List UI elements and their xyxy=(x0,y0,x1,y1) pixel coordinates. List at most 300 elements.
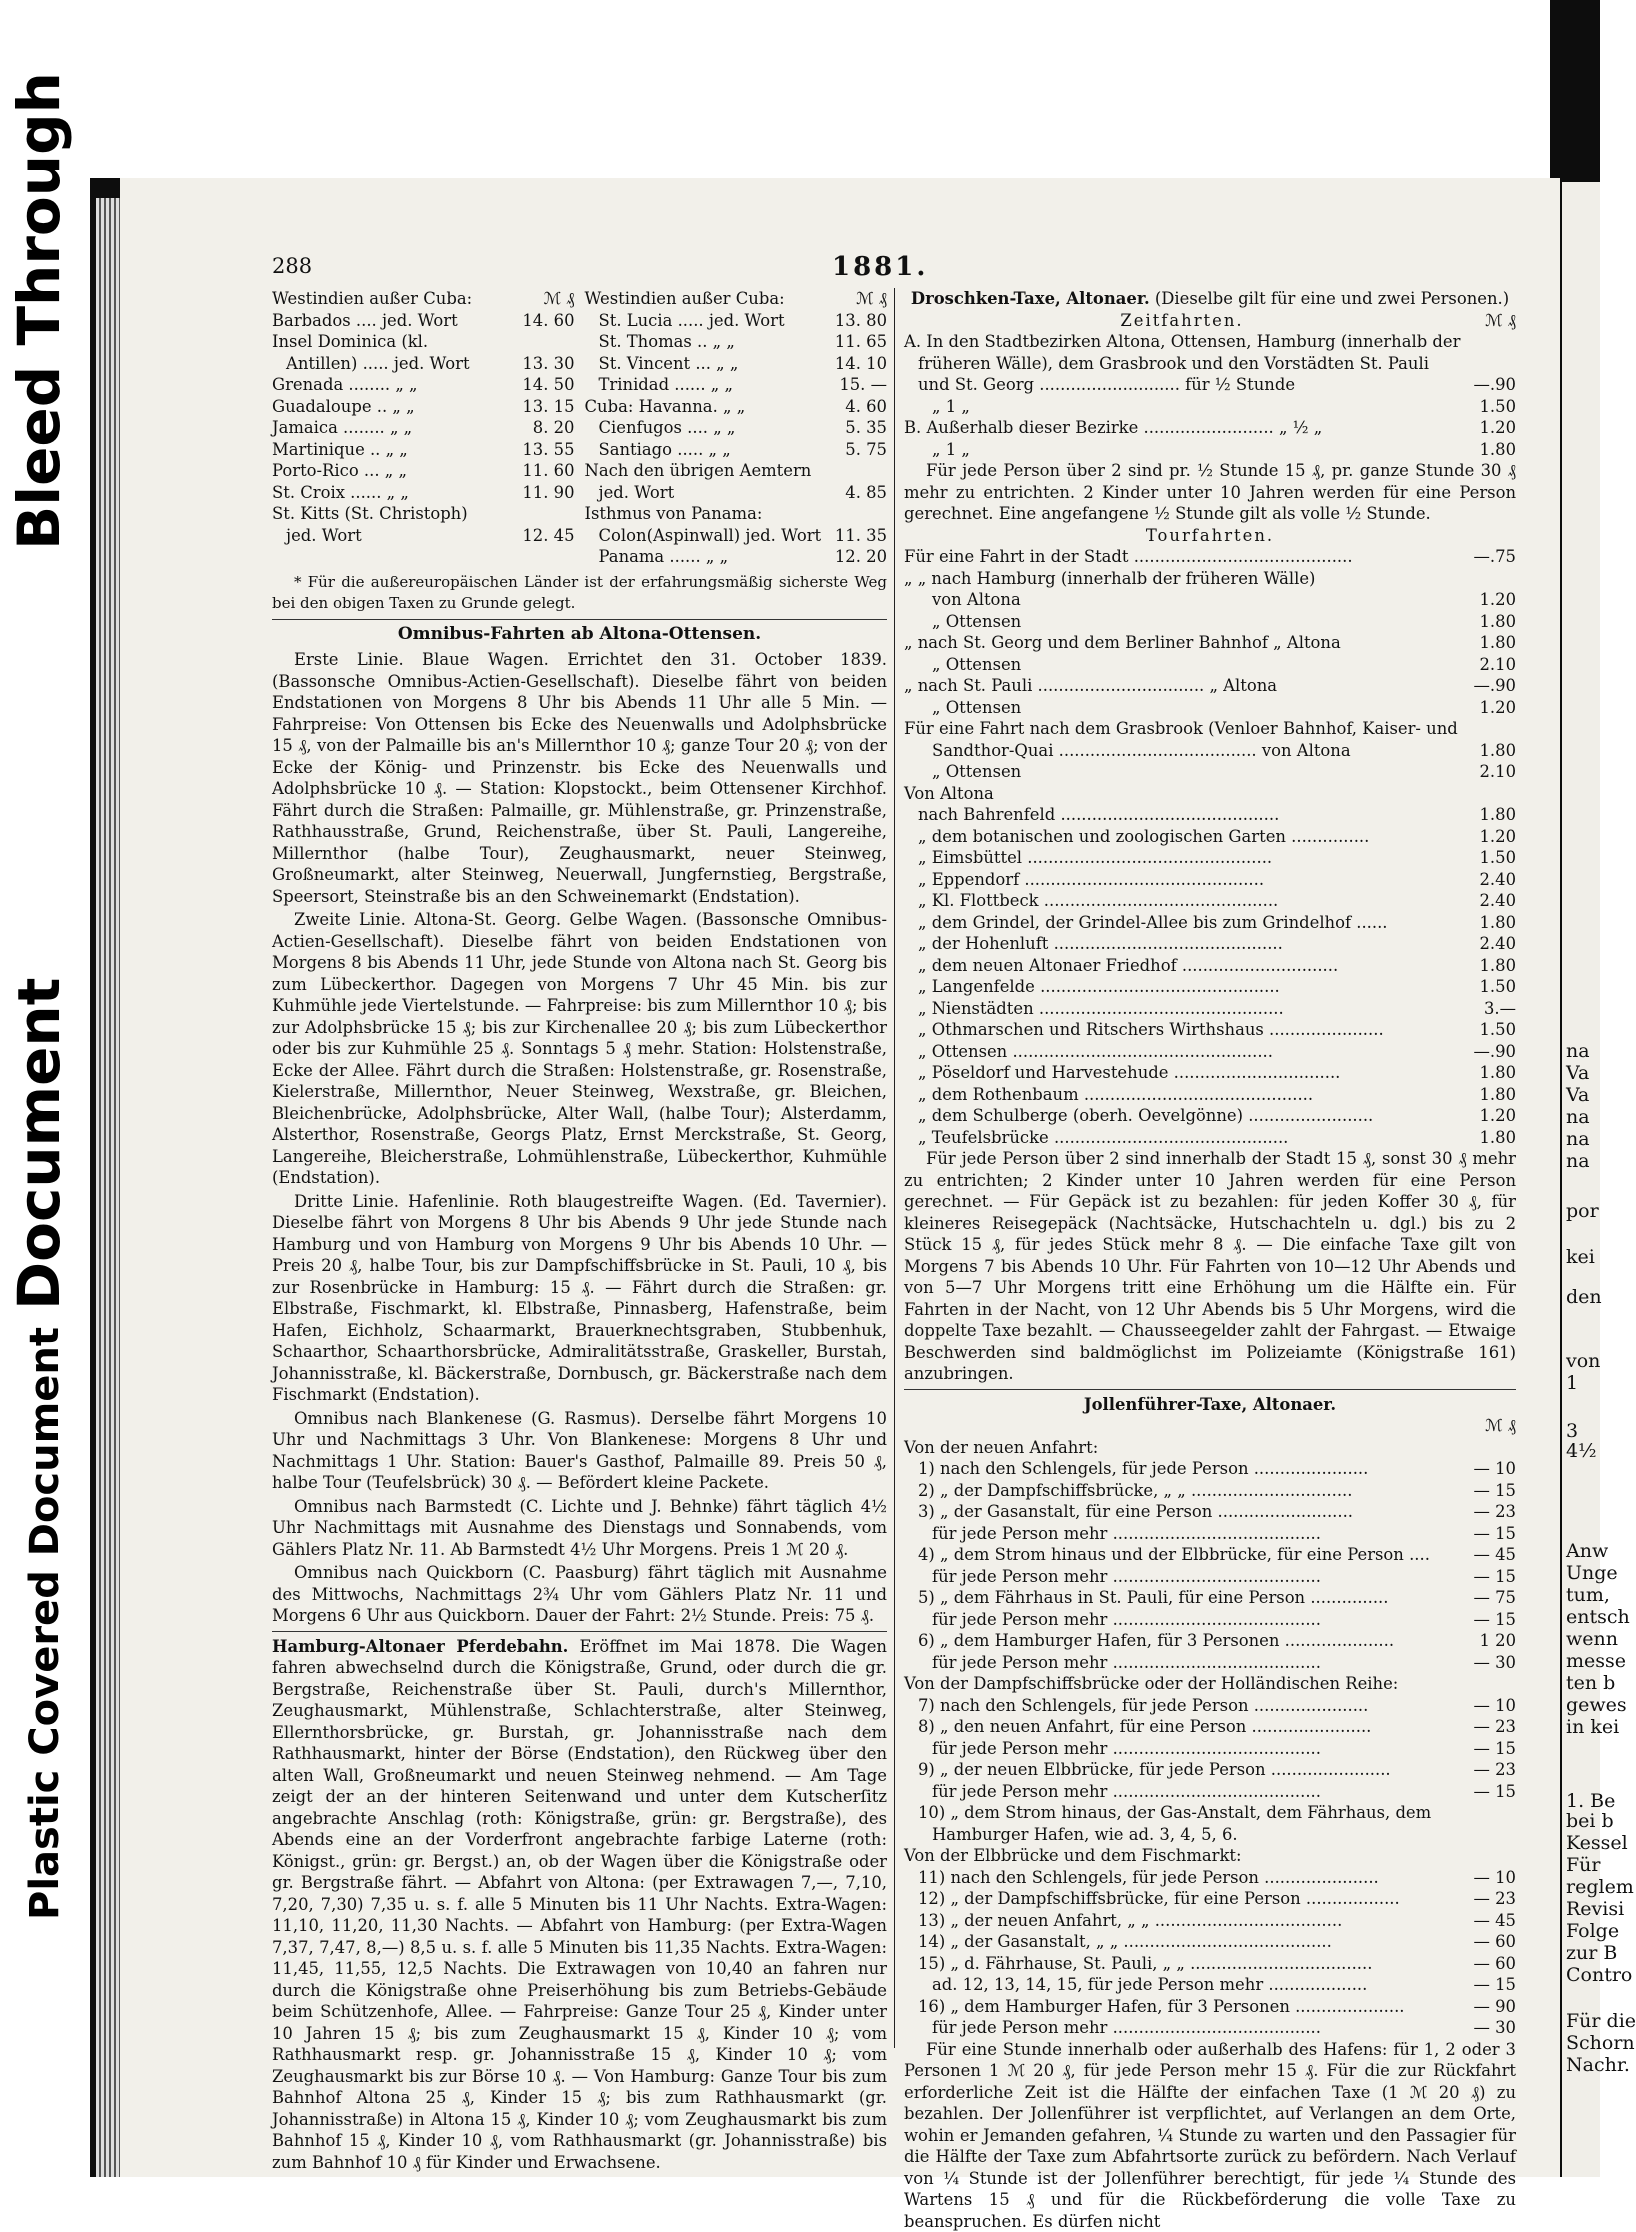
von-altona-row xyxy=(904,890,1516,912)
von-altona-row xyxy=(904,869,1516,891)
jollen-row-label: Von der Elbbrücke und dem Fischmarkt: xyxy=(904,1845,1460,1867)
westindien-row-value: 13. 55 xyxy=(519,439,575,461)
jollen-row xyxy=(904,1802,1516,1824)
adjacent-page-fragment: zur B xyxy=(1566,1942,1617,1964)
jollen-row-value xyxy=(1460,1802,1516,1824)
tourfahrten-row xyxy=(904,589,1516,611)
adjacent-page-fragment: Folge xyxy=(1566,1920,1619,1942)
westindien-row-label: St. Kitts (St. Christoph) xyxy=(272,503,519,525)
jollen-row xyxy=(904,1759,1516,1781)
tourfahrten-row-value xyxy=(1460,718,1516,740)
westindien-row-list xyxy=(585,310,888,568)
jollen-row xyxy=(904,1738,1516,1760)
zeitfahrten-note: Für jede Person über 2 sind pr. ½ Stunde 15 ₰, pr. ganze Stunde 30 ₰ mehr zu entrichten. 2 Kinder unter 10 Jahren werden für eine Person gerechnet. Eine angefangene ½ Stunde gilt als volle ½ Stunde. xyxy=(904,460,1516,525)
jollen-row-list xyxy=(904,1437,1516,2039)
jollen-row-value: — 23 xyxy=(1460,1759,1516,1781)
tourfahrten-row-label: „ Ottensen xyxy=(932,761,1460,783)
jollen-row-label: für jede Person mehr ........................................ xyxy=(932,1523,1460,1545)
adjacent-page-fragment: Für die xyxy=(1566,2010,1636,2032)
jollen-row-value: — 30 xyxy=(1460,2017,1516,2039)
von-altona-heading: Von Altona xyxy=(904,783,1516,805)
westindien-row-value: 13. 15 xyxy=(519,396,575,418)
von-altona-row-label: „ Nienstädten ............................................... xyxy=(918,998,1460,1020)
adjacent-page-fragment: 1 xyxy=(1566,1372,1578,1394)
jollen-row-value: — 75 xyxy=(1460,1587,1516,1609)
adjacent-page-fragment: 3 xyxy=(1566,1420,1578,1442)
jollen-units: ℳ ₰ xyxy=(1460,1415,1516,1437)
tourfahrten-row-label: „ nach St. Georg und dem Berliner Bahnhof „ Altona xyxy=(904,632,1460,654)
von-altona-row xyxy=(904,1062,1516,1084)
zeitfahrten-row-value: 1.20 xyxy=(1460,417,1516,439)
tourfahrten-row-value: 2.10 xyxy=(1460,654,1516,676)
zeitfahrten-row-label: „ 1 „ xyxy=(932,396,1460,418)
adjacent-page-fragment: Revisi xyxy=(1566,1898,1624,1920)
adjacent-page-fragment: na xyxy=(1566,1150,1590,1172)
von-altona-row-value: 1.80 xyxy=(1460,1084,1516,1106)
omnibus-paragraphs xyxy=(272,649,887,1627)
von-altona-row xyxy=(904,1084,1516,1106)
jollen-row-label: 12) „ der Dampfschiffsbrücke, für eine Person .................. xyxy=(918,1888,1460,1910)
jollen-row-label: 8) „ den neuen Anfahrt, für eine Person ....................... xyxy=(918,1716,1460,1738)
westindien-row-label: Grenada ........ „ „ xyxy=(272,374,519,396)
westindien-row-label: Guadaloupe .. „ „ xyxy=(272,396,519,418)
droschken-heading xyxy=(904,288,1516,310)
omnibus-paragraph: Erste Linie. Blaue Wagen. Errichtet den 31. October 1839. (Bassonsche Omnibus-Actien-Gesellschaft). Dieselbe fährt von beiden Endstationen von Morgens 8 Uhr bis Abends 11 Uhr alle 5 Min. — Fahrpreise: Von Ottensen bis Ecke des Neuenwalls und Adolphsbrücke 15 ₰, von der Palmaille bis an's Millernthor 10 ₰; ganze Tour 20 ₰; von der Ecke der König- und Prinzenstr. bis Ecke des Neuenwalls und Adolphsbrücke 10 ₰. — Station: Klopstockt., beim Ottensener Kirchhof. Fährt durch die Straßen: Palmaille, gr. Mühlenstraße, gr. Prinzenstraße, Rathhausstraße, Grund, Reichenstraße, über St. Pauli, Langereihe, Millernthor (halbe Tour), Zeughausmarkt, neuer Steinweg, Großneumarkt, alter Steinweg, Neuerwall, Jungfernstieg, Bergstraße, Speersort, Steinstraße bis an den Schweinemarkt (Endstation). xyxy=(272,649,887,907)
westindien-row xyxy=(585,374,888,396)
westindien-row-label: Colon(Aspinwall) jed. Wort xyxy=(599,525,832,547)
jollen-row xyxy=(904,1480,1516,1502)
tourfahrten-row-value: —.75 xyxy=(1460,546,1516,568)
jollen-row-value: — 45 xyxy=(1460,1910,1516,1932)
jollen-row-value: — 15 xyxy=(1460,1781,1516,1803)
adjacent-page-fragment: ten b xyxy=(1566,1672,1615,1694)
droschken-title: Droschken-Taxe, Altonaer. xyxy=(911,289,1150,308)
von-altona-row xyxy=(904,847,1516,869)
jollen-row xyxy=(904,2017,1516,2039)
westindien-row xyxy=(272,525,575,547)
jollen-row xyxy=(904,1501,1516,1523)
droschken-units: ℳ ₰ xyxy=(1460,310,1516,332)
jollen-row xyxy=(904,1652,1516,1674)
adjacent-page-fragment: Kessel xyxy=(1566,1832,1628,1854)
adjacent-page-fragment: Nachr. xyxy=(1566,2054,1630,2076)
westindien-row-value xyxy=(519,503,575,525)
von-altona-row-label: „ dem Grindel, der Grindel-Allee bis zum Grindelhof ...... xyxy=(918,912,1460,934)
von-altona-row-label: „ dem Rothenbaum ............................................ xyxy=(918,1084,1460,1106)
westindien-row-value: 11. 35 xyxy=(831,525,887,547)
adjacent-page-fragment: tum, xyxy=(1566,1584,1610,1606)
westindien-row-label: Isthmus von Panama: xyxy=(585,503,832,525)
westindien-row-value: 5. 35 xyxy=(831,417,887,439)
tourfahrten-heading: Tourfahrten. xyxy=(904,525,1516,547)
westindien-row-value: 12. 45 xyxy=(519,525,575,547)
omnibus-title: Omnibus-Fahrten ab Altona-Ottensen. xyxy=(272,624,887,646)
jollen-row-label: 1) nach den Schlengels, für jede Person ...................... xyxy=(918,1458,1460,1480)
von-altona-row-value: 2.40 xyxy=(1460,890,1516,912)
von-altona-row-label: „ Eppendorf .............................................. xyxy=(918,869,1460,891)
tourfahrten-row-label: „ „ nach Hamburg (innerhalb der früheren Wälle) xyxy=(904,568,1460,590)
von-altona-row xyxy=(904,1105,1516,1127)
jollen-row xyxy=(904,1931,1516,1953)
westindien-row-label: St. Thomas .. „ „ xyxy=(599,331,832,353)
westindien-row-value: 11. 65 xyxy=(831,331,887,353)
von-altona-row-list xyxy=(904,804,1516,1148)
westindien-row xyxy=(585,396,888,418)
westindien-row-value: 14. 60 xyxy=(519,310,575,332)
jollen-row xyxy=(904,1910,1516,1932)
westindien-right xyxy=(575,288,888,568)
droschken-final-note: Für jede Person über 2 sind innerhalb der Stadt 15 ₰, sonst 30 ₰ mehr zu entrichten; 2 Kinder unter 10 Jahren werden für eine Person gerechnet. — Für Gepäck ist zu bezahlen: für jeden Koffer 30 ₰, für kleineres Reisegepäck (Nachtsäcke, Hutschachteln u. dgl.) bis zu 2 Stück 15 ₰, für jedes Stück mehr 8 ₰. — Die einfache Taxe gilt von Morgens 7 bis Abends 10 Uhr. Für Fahrten von 10—12 Uhr Abends und von 5—7 Uhr Morgens tritt eine Erhöhung um die Hälfte ein. Für Fahrten in der Nacht, von 12 Uhr Abends bis 5 Uhr Morgens, wird die doppelte Taxe bezahlt. — Chausseegelder zahlt der Fahrgast. — Etwaige Beschwerden sind baldmöglichst im Polizeiamte (Königstraße 161) anzubringen. xyxy=(904,1148,1516,1385)
jollen-row-label: 9) „ der neuen Elbbrücke, für jede Person ....................... xyxy=(918,1759,1460,1781)
omnibus-paragraph: Zweite Linie. Altona-St. Georg. Gelbe Wagen. (Bassonsche Omnibus-Actien-Gesellschaft). Dieselbe fährt von beiden Endstationen von Morgens 8 bis Abends 11 Uhr, jede Stunde von Altona nach St. Georg bis zum Lübeckerthor. Dagegen von Morgens 7 Uhr 45 Min. bis zur Kuhmühle jede Viertelstunde. — Fahrpreise: bis zum Millernthor 10 ₰; bis zur Adolphsbrücke 15 ₰; bis zur Kirchenallee 20 ₰; bis zum Lübeckerthor oder bis zur Kuhmühle 25 ₰. Sonntags 5 ₰ mehr. Station: Holstenstraße, Ecke der Allee. Fährt durch die Straßen: Holstenstraße, gr. Rosenstraße, Kielerstraße, Millernthor, Neuer Steinweg, Wexstraße, gr. Bleichen, Bleichenbrücke, Adolphsbrücke, Alter Wall, (halbe Tour); Alsterdamm, Alsterthor, Rosenstraße, Georgs Platz, Ernst Merckstraße, St. Georg, Langereihe, Bleicherstraße, Lohmühlenstraße, Lübeckerthor, Kuhmühle (Endstation). xyxy=(272,909,887,1189)
westindien-row-value: 11. 90 xyxy=(519,482,575,504)
westindien-row-label: Santiago ..... „ „ xyxy=(599,439,832,461)
westindien-row-value xyxy=(519,331,575,353)
westindien-row-label: St. Croix ...... „ „ xyxy=(272,482,519,504)
westindien-row xyxy=(585,525,888,547)
jollen-row-value: — 15 xyxy=(1460,1523,1516,1545)
von-altona-row xyxy=(904,998,1516,1020)
westindien-right-units: ℳ ₰ xyxy=(831,288,887,310)
westindien-row-label: Insel Dominica (kl. xyxy=(272,331,519,353)
zeitfahrten-row-label: B. Außerhalb dieser Bezirke ......................... „ ½ „ xyxy=(904,417,1460,439)
von-altona-row xyxy=(904,804,1516,826)
jollen-row xyxy=(904,1845,1516,1867)
westindien-row xyxy=(272,417,575,439)
adjacent-page-fragment: na xyxy=(1566,1106,1590,1128)
westindien-row xyxy=(272,396,575,418)
westindien-footnote: * Für die außereuropäischen Länder ist der erfahrungsmäßig sicherste Weg bei den obigen Taxen zu Grunde gelegt. xyxy=(272,572,887,615)
westindien-row-value: 15. — xyxy=(831,374,887,396)
jollen-row xyxy=(904,1824,1516,1846)
von-altona-row xyxy=(904,976,1516,998)
jollen-row-label: Von der Dampfschiffsbrücke oder der Holländischen Reihe: xyxy=(904,1673,1460,1695)
adjacent-page-fragment: 1. Be xyxy=(1566,1790,1615,1812)
jollen-row xyxy=(904,1437,1516,1459)
westindien-row xyxy=(272,374,575,396)
jollen-row xyxy=(904,1996,1516,2018)
zeitfahrten-row-value xyxy=(1460,331,1516,353)
adjacent-page-fragment: Contro xyxy=(1566,1964,1632,1986)
von-altona-row-label: „ Ottensen .................................................. xyxy=(918,1041,1460,1063)
jollen-row-value: — 45 xyxy=(1460,1544,1516,1566)
westindien-row-label: Barbados .... jed. Wort xyxy=(272,310,519,332)
jollen-row-value xyxy=(1460,1673,1516,1695)
von-altona-row-value: 2.40 xyxy=(1460,933,1516,955)
adjacent-page-fragment: por xyxy=(1566,1200,1599,1222)
adjacent-page-fragment: wenn xyxy=(1566,1628,1618,1650)
jollen-row xyxy=(904,1716,1516,1738)
jollen-row xyxy=(904,1781,1516,1803)
jollen-row xyxy=(904,1566,1516,1588)
sidebar xyxy=(0,0,90,2177)
adjacent-page-fragment: Anw xyxy=(1566,1540,1608,1562)
column-divider xyxy=(894,288,895,2048)
tourfahrten-row xyxy=(904,675,1516,697)
tourfahrten-row-value: 2.10 xyxy=(1460,761,1516,783)
von-altona-row-label: „ Teufelsbrücke ............................................. xyxy=(918,1127,1460,1149)
jollen-row xyxy=(904,1523,1516,1545)
westindien-row-label: Antillen) ..... jed. Wort xyxy=(286,353,519,375)
jollen-row-value: 1 20 xyxy=(1460,1630,1516,1652)
adjacent-page-fragment: na xyxy=(1566,1128,1590,1150)
tourfahrten-row-value: 1.80 xyxy=(1460,632,1516,654)
westindien-row-label: jed. Wort xyxy=(599,482,832,504)
pferdebahn-section xyxy=(272,1636,887,2174)
westindien-row-value xyxy=(831,503,887,525)
adjacent-page-fragment: entsch xyxy=(1566,1606,1630,1628)
jollen-row-label: Von der neuen Anfahrt: xyxy=(904,1437,1460,1459)
westindien-row xyxy=(585,460,888,482)
von-altona-row xyxy=(904,933,1516,955)
westindien-row-label: Trinidad ...... „ „ xyxy=(599,374,832,396)
westindien-row xyxy=(585,546,888,568)
von-altona-row-label: „ der Hohenluft ............................................ xyxy=(918,933,1460,955)
page-content xyxy=(272,258,1512,2058)
westindien-row-value: 13. 30 xyxy=(519,353,575,375)
von-altona-row-label: nach Bahrenfeld .......................................... xyxy=(918,804,1460,826)
adjacent-page-fragment: 4½ xyxy=(1566,1440,1597,1462)
westindien-row-value: 11. 60 xyxy=(519,460,575,482)
von-altona-row-label: „ Pöseldorf und Harvestehude ................................ xyxy=(918,1062,1460,1084)
tourfahrten-row xyxy=(904,718,1516,740)
von-altona-row xyxy=(904,826,1516,848)
westindien-row-label: Nach den übrigen Aemtern xyxy=(585,460,832,482)
jollen-row-label: für jede Person mehr ........................................ xyxy=(932,1781,1460,1803)
von-altona-row-label: „ dem botanischen und zoologischen Garten ............... xyxy=(918,826,1460,848)
westindien-row xyxy=(585,503,888,525)
zeitfahrten-row-value: 1.50 xyxy=(1460,396,1516,418)
tourfahrten-row-label: „ nach St. Pauli ................................ „ Altona xyxy=(904,675,1460,697)
westindien-row-label: jed. Wort xyxy=(286,525,519,547)
zeitfahrten-row xyxy=(904,374,1516,396)
westindien-row-label: Cuba: Havanna. „ „ xyxy=(585,396,832,418)
westindien-row xyxy=(585,417,888,439)
jollen-row-label: 11) nach den Schlengels, für jede Person ...................... xyxy=(918,1867,1460,1889)
westindien-row xyxy=(585,482,888,504)
adjacent-page-fragment: Va xyxy=(1566,1062,1589,1084)
westindien-row-value: 13. 80 xyxy=(831,310,887,332)
westindien-row xyxy=(585,310,888,332)
jollen-row xyxy=(904,1544,1516,1566)
westindien-row xyxy=(585,353,888,375)
tourfahrten-row-value: 1.80 xyxy=(1460,611,1516,633)
tourfahrten-row xyxy=(904,611,1516,633)
westindien-table xyxy=(272,288,887,568)
westindien-row xyxy=(585,439,888,461)
jollen-row-value: — 60 xyxy=(1460,1953,1516,1975)
label-document: Document xyxy=(5,978,73,1310)
von-altona-row-label: „ Langenfelde .............................................. xyxy=(918,976,1460,998)
westindien-row xyxy=(272,482,575,504)
tourfahrten-row xyxy=(904,697,1516,719)
jollen-row-label: 15) „ d. Fährhause, St. Pauli, „ „ ................................... xyxy=(918,1953,1460,1975)
westindien-row xyxy=(272,353,575,375)
adjacent-page-fragment: Unge xyxy=(1566,1562,1618,1584)
jollen-row-label: 13) „ der neuen Anfahrt, „ „ .................................... xyxy=(918,1910,1460,1932)
droschken-title-note: (Dieselbe gilt für eine und zwei Personen.) xyxy=(1155,289,1509,308)
jollen-row-label: für jede Person mehr ........................................ xyxy=(932,1738,1460,1760)
tourfahrten-row-label: „ Ottensen xyxy=(932,611,1460,633)
jollen-row-value: — 23 xyxy=(1460,1501,1516,1523)
tourfahrten-row-label: von Altona xyxy=(932,589,1460,611)
tourfahrten-row-label: „ Ottensen xyxy=(932,654,1460,676)
jollen-row-label: 10) „ dem Strom hinaus, der Gas-Anstalt, dem Fährhaus, dem xyxy=(918,1802,1460,1824)
jollen-row xyxy=(904,1953,1516,1975)
tourfahrten-row-value: 1.20 xyxy=(1460,589,1516,611)
westindien-row-label: St. Vincent ... „ „ xyxy=(599,353,832,375)
zeitfahrten-row xyxy=(904,417,1516,439)
adjacent-page-fragment: Für xyxy=(1566,1854,1601,1876)
jollen-row-value: — 60 xyxy=(1460,1931,1516,1953)
westindien-row-label: St. Lucia ..... jed. Wort xyxy=(599,310,832,332)
tourfahrten-row xyxy=(904,632,1516,654)
pferdebahn-title: Hamburg-Altonaer Pferdebahn. xyxy=(272,1637,568,1656)
jollen-row xyxy=(904,1974,1516,1996)
jollen-final-note: Für eine Stunde innerhalb oder außerhalb des Hafens: für 1, 2 oder 3 Personen 1 ℳ 20 ₰, für jede Person mehr 15 ₰. Für die zur Rückfahrt erforderliche Zeit ist die Hälfte der einfachen Taxe (1 ℳ 20 ₰) zu bezahlen. Der Jollenführer ist verpflichtet, auf Verlangen an dem Orte, wohin er Jemanden gefahren, ¼ Stunde zu warten und den Passagier für die Hälfte der Taxe zum Abfahrtsorte zurück zu befördern. Nach Verlauf von ¼ Stunde ist der Jollenführer berechtigt, für jede ¼ Stunde des Wartens 15 ₰ und für die Rückbeförderung die volle Taxe zu beanspruchen. Es dürfen nicht xyxy=(904,2039,1516,2232)
jollen-row-value: — 15 xyxy=(1460,1974,1516,1996)
von-altona-row xyxy=(904,912,1516,934)
zeitfahrten-row-label: „ 1 „ xyxy=(932,439,1460,461)
zeitfahrten-row-value xyxy=(1460,353,1516,375)
westindien-left-heading: Westindien außer Cuba: xyxy=(272,288,519,310)
zeitfahrten-row xyxy=(904,353,1516,375)
tourfahrten-row xyxy=(904,568,1516,590)
omnibus-paragraph: Omnibus nach Quickborn (C. Paasburg) fährt täglich mit Ausnahme des Mittwochs, Nachmittags 2¾ Uhr vom Gählers Platz Nr. 11 und Morgens 6 Uhr aus Quickborn. Dauer der Fahrt: 2½ Stunde. Preis: 75 ₰. xyxy=(272,1562,887,1627)
jollen-row-value xyxy=(1460,1824,1516,1846)
tourfahrten-row-value: 1.20 xyxy=(1460,697,1516,719)
westindien-left-units: ℳ ₰ xyxy=(519,288,575,310)
tourfahrten-row-label: Sandthor-Quai ...................................... von Altona xyxy=(932,740,1460,762)
tourfahrten-row-value xyxy=(1460,568,1516,590)
jollen-row-label: 4) „ dem Strom hinaus und der Elbbrücke, für eine Person .... xyxy=(918,1544,1460,1566)
westindien-right-heading: Westindien außer Cuba: xyxy=(585,288,832,310)
jollen-row-label: 16) „ dem Hamburger Hafen, für 3 Personen ..................... xyxy=(918,1996,1460,2018)
von-altona-row-value: 1.50 xyxy=(1460,976,1516,998)
jollen-row-label: 7) nach den Schlengels, für jede Person ...................... xyxy=(918,1695,1460,1717)
tourfahrten-row xyxy=(904,761,1516,783)
von-altona-row-label: „ Kl. Flottbeck ............................................. xyxy=(918,890,1460,912)
jollen-row-value: — 15 xyxy=(1460,1738,1516,1760)
von-altona-row xyxy=(904,955,1516,977)
jollen-row-label: 14) „ der Gasanstalt, „ „ ........................................ xyxy=(918,1931,1460,1953)
westindien-row-value: 14. 10 xyxy=(831,353,887,375)
westindien-row-value: 5. 75 xyxy=(831,439,887,461)
jollen-row-value: — 23 xyxy=(1460,1716,1516,1738)
zeitfahrten-row-value: —.90 xyxy=(1460,374,1516,396)
jollen-title: Jollenführer-Taxe, Altonaer. xyxy=(904,1394,1516,1416)
jollen-row xyxy=(904,1867,1516,1889)
tourfahrten-row xyxy=(904,654,1516,676)
von-altona-row xyxy=(904,1041,1516,1063)
jollen-row-value: — 10 xyxy=(1460,1695,1516,1717)
von-altona-row-value: 1.20 xyxy=(1460,826,1516,848)
tourfahrten-row-value: —.90 xyxy=(1460,675,1516,697)
divider xyxy=(272,619,887,620)
page-number: 288 xyxy=(272,254,312,278)
von-altona-row-value: 1.80 xyxy=(1460,912,1516,934)
von-altona-row-label: „ dem neuen Altonaer Friedhof .............................. xyxy=(918,955,1460,977)
page-year: 1881. xyxy=(832,252,928,282)
zeitfahrten-row-label: und St. Georg ........................... für ½ Stunde xyxy=(918,374,1460,396)
zeitfahrten-row-list xyxy=(904,331,1516,460)
westindien-row xyxy=(272,460,575,482)
tourfahrten-row xyxy=(904,740,1516,762)
jollen-row xyxy=(904,1695,1516,1717)
jollen-row-label: für jede Person mehr ........................................ xyxy=(932,1652,1460,1674)
westindien-row-value: 4. 60 xyxy=(831,396,887,418)
adjacent-page-fragment: von xyxy=(1566,1350,1600,1372)
von-altona-row-value: 2.40 xyxy=(1460,869,1516,891)
westindien-left xyxy=(272,288,575,568)
westindien-row xyxy=(272,439,575,461)
divider xyxy=(904,1389,1516,1390)
jollen-row-value: — 10 xyxy=(1460,1458,1516,1480)
adjacent-page-fragment: den xyxy=(1566,1286,1602,1308)
zeitfahrten-heading: Zeitfahrten. xyxy=(904,310,1460,332)
westindien-row xyxy=(272,310,575,332)
von-altona-row-value: 1.80 xyxy=(1460,1127,1516,1149)
westindien-row-list xyxy=(272,310,575,547)
von-altona-row-label: „ Eimsbüttel ............................................... xyxy=(918,847,1460,869)
adjacent-page-fragment: bei b xyxy=(1566,1810,1614,1832)
adjacent-page-fragment: na xyxy=(1566,1040,1590,1062)
von-altona-row-value: —.90 xyxy=(1460,1041,1516,1063)
label-plastic-covered: Plastic Covered Document xyxy=(22,1327,68,1920)
jollen-row-value: — 15 xyxy=(1460,1609,1516,1631)
zeitfahrten-row xyxy=(904,439,1516,461)
westindien-row-label: Cienfugos .... „ „ xyxy=(599,417,832,439)
westindien-row-value: 4. 85 xyxy=(831,482,887,504)
von-altona-row-label: „ Othmarschen und Ritschers Wirthshaus ...................... xyxy=(918,1019,1460,1041)
von-altona-row-value: 3.— xyxy=(1460,998,1516,1020)
omnibus-paragraph: Dritte Linie. Hafenlinie. Roth blaugestreifte Wagen. (Ed. Tavernier). Dieselbe fährt von Morgens 8 Uhr bis Abends 9 Uhr jede Stunde nach Hamburg und von Hamburg von Morgens 9 Uhr bis Abends 10 Uhr. — Preis 20 ₰, halbe Tour, bis zur Dampfschiffsbrücke in St. Pauli, 10 ₰, bis zur Rosenbrücke in Hamburg: 15 ₰. — Fährt durch die Straßen: gr. Elbstraße, Fischmarkt, kl. Elbstraße, Pinnasberg, Hafenstraße, beim Hafen, Eichholz, Schaarmarkt, Brauerknechtsgraben, Stubbenhuk, Schaarthor, Schaarthorsbrücke, Admiralitätsstraße, Graskeller, Burstah, Johannisstraße, kl. Bäckerstraße, Dornbusch, gr. Bäckerstraße nach dem Fischmarkt (Endstation). xyxy=(272,1191,887,1406)
divider xyxy=(272,1631,887,1632)
jollen-row-label: für jede Person mehr ........................................ xyxy=(932,1609,1460,1631)
adjacent-page-fragment: gewes xyxy=(1566,1694,1627,1716)
von-altona-row-value: 1.80 xyxy=(1460,1062,1516,1084)
westindien-row-value: 8. 20 xyxy=(519,417,575,439)
adjacent-page-fragment: messe xyxy=(1566,1650,1626,1672)
jollen-row-value: — 23 xyxy=(1460,1888,1516,1910)
omnibus-paragraph: Omnibus nach Barmstedt (C. Lichte und J. Behnke) fährt täglich 4½ Uhr Nachmittags mit Ausnahme des Dienstags und Sonnabends, vom Gählers Platz Nr. 11. Ab Barmstedt 4½ Uhr Morgens. Preis 1 ℳ 20 ₰. xyxy=(272,1496,887,1561)
zeitfahrten-row-label: früheren Wälle), dem Grasbrook und den Vorstädten St. Pauli xyxy=(918,353,1460,375)
jollen-row-label: für jede Person mehr ........................................ xyxy=(932,1566,1460,1588)
westindien-row-label: Panama ...... „ „ xyxy=(599,546,832,568)
tourfahrten-row xyxy=(904,546,1516,568)
von-altona-row-value: 1.50 xyxy=(1460,1019,1516,1041)
left-column xyxy=(272,288,887,2173)
tourfahrten-row-list xyxy=(904,546,1516,783)
westindien-row xyxy=(272,331,575,353)
von-altona-row-value: 1.80 xyxy=(1460,955,1516,977)
westindien-row-value: 12. 20 xyxy=(831,546,887,568)
jollen-row xyxy=(904,1587,1516,1609)
jollen-row xyxy=(904,1673,1516,1695)
von-altona-row-label: „ dem Schulberge (oberh. Oevelgönne) ........................ xyxy=(918,1105,1460,1127)
westindien-row xyxy=(585,331,888,353)
jollen-row-value xyxy=(1460,1845,1516,1867)
jollen-row xyxy=(904,1888,1516,1910)
adjacent-page-fragment: kei xyxy=(1566,1246,1595,1268)
jollen-row-value: — 15 xyxy=(1460,1480,1516,1502)
tourfahrten-row-label: Für eine Fahrt in der Stadt .......................................... xyxy=(904,546,1460,568)
tourfahrten-row-label: Für eine Fahrt nach dem Grasbrook (Venloer Bahnhof, Kaiser- und xyxy=(904,718,1460,740)
zeitfahrten-row-value: 1.80 xyxy=(1460,439,1516,461)
jollen-row-label: 3) „ der Gasanstalt, für eine Person .......................... xyxy=(918,1501,1460,1523)
jollen-row-label: 5) „ dem Fährhaus in St. Pauli, für eine Person ............... xyxy=(918,1587,1460,1609)
von-altona-row-value: 1.80 xyxy=(1460,804,1516,826)
